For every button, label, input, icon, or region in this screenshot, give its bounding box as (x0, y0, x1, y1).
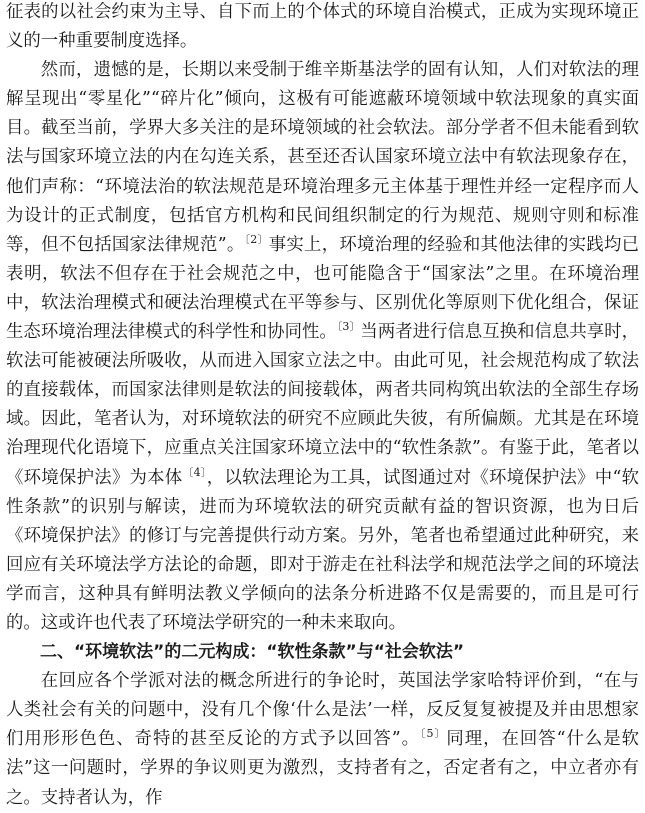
footnote-marker: 〔3〕 (336, 320, 361, 334)
text-run: 同理，在回答“什么是软法”这一问题时，学界的争议则更为激烈，支持者有之，否定者有之，中立者亦有之。支持者认为，作 (6, 729, 639, 808)
body-paragraph (6, 0, 639, 56)
footnote-marker: 〔5〕 (419, 727, 447, 741)
text-run: 事实上，环境治理的经验和其他法律的实践均已表明，软法不但存在于社会规范之中，也可能隐含于“国家法”之里。在环境治理中，软法治理模式和硬法治理模式在平等参与、区别优化等原则下优化组合，保证生态环境治理法律模式的科学性和协同性。 (6, 234, 639, 343)
text-run: 在回应各个学派对法的概念所进行的争论时，英国法学家哈特评价到，“在与人类社会有关的问题中，没有几个像‘什么是法’一样，反反复复被提及并由思想家们用形形色色、奇特的甚至反论的方式予以回答”。 (6, 671, 639, 750)
text-run: 二、“环境软法”的二元构成：“软性条款”与“社会软法” (40, 642, 465, 663)
text-run: 然而，遗憾的是，长期以来受制于维辛斯基法学的固有认知，人们对软法的理解呈现出“零星化”“碎片化”倾向，这极有可能遮蔽环境领域中软法现象的真实面目。截至当前，学界大多关注的是环境领域的社会软法。部分学者不但未能看到软法与国家环境立法的内在勾连关系，甚至还否认国家环境立法中有软法现象存在，他们声称：“环境法治的软法规范是环境治理多元主体基于理性并经一定程序而人为设计的正式制度，包括官方机构和民间组织制定的行为规范、规则守则和标准等，但不包括国家法律规范”。 (6, 60, 639, 255)
section-heading (6, 638, 639, 667)
text-run: 当两者进行信息互换和信息共享时，软法可能被硬法所吸收，从而进入国家立法之中。由此可见，社会规范构成了软法的直接载体，而国家法律则是软法的间接载体，两者共同构筑出软法的全部生存场域。因此，笔者认为，对环境软法的研究不应顾此失彼，有所偏颇。尤其是在环境治理现代化语境下，应重点关注国家环境立法中的“软性条款”。有鉴于此，笔者以《环境保护法》为本体 (6, 322, 639, 488)
body-paragraph (6, 56, 639, 638)
text-run: 征表的以社会约束为主导、自下而上的个体式的环境自治模式，正成为实现环境正义的一种重要制度选择。 (6, 2, 639, 52)
footnote-marker: 〔2〕 (244, 232, 269, 246)
footnote-marker: 〔4〕 (182, 465, 207, 479)
body-paragraph (6, 667, 639, 812)
text-run: ，以软法理论为工具，试图通过对《环境保护法》中“软性条款”的识别与解读，进而为环境软法的研究贡献有益的智识资源，也为日后《环境保护法》的修订与完善提供行动方案。另外，笔者也希望通过此种研究，来回应有关环境法学方法论的命题，即对于游走在社科法学和规范法学之间的环境法学而言，这种具有鲜明法教义学倾向的法条分析进路不仅是需要的，而且是可行的。这或许也代表了环境法学研究的一种未来取向。 (6, 467, 639, 633)
